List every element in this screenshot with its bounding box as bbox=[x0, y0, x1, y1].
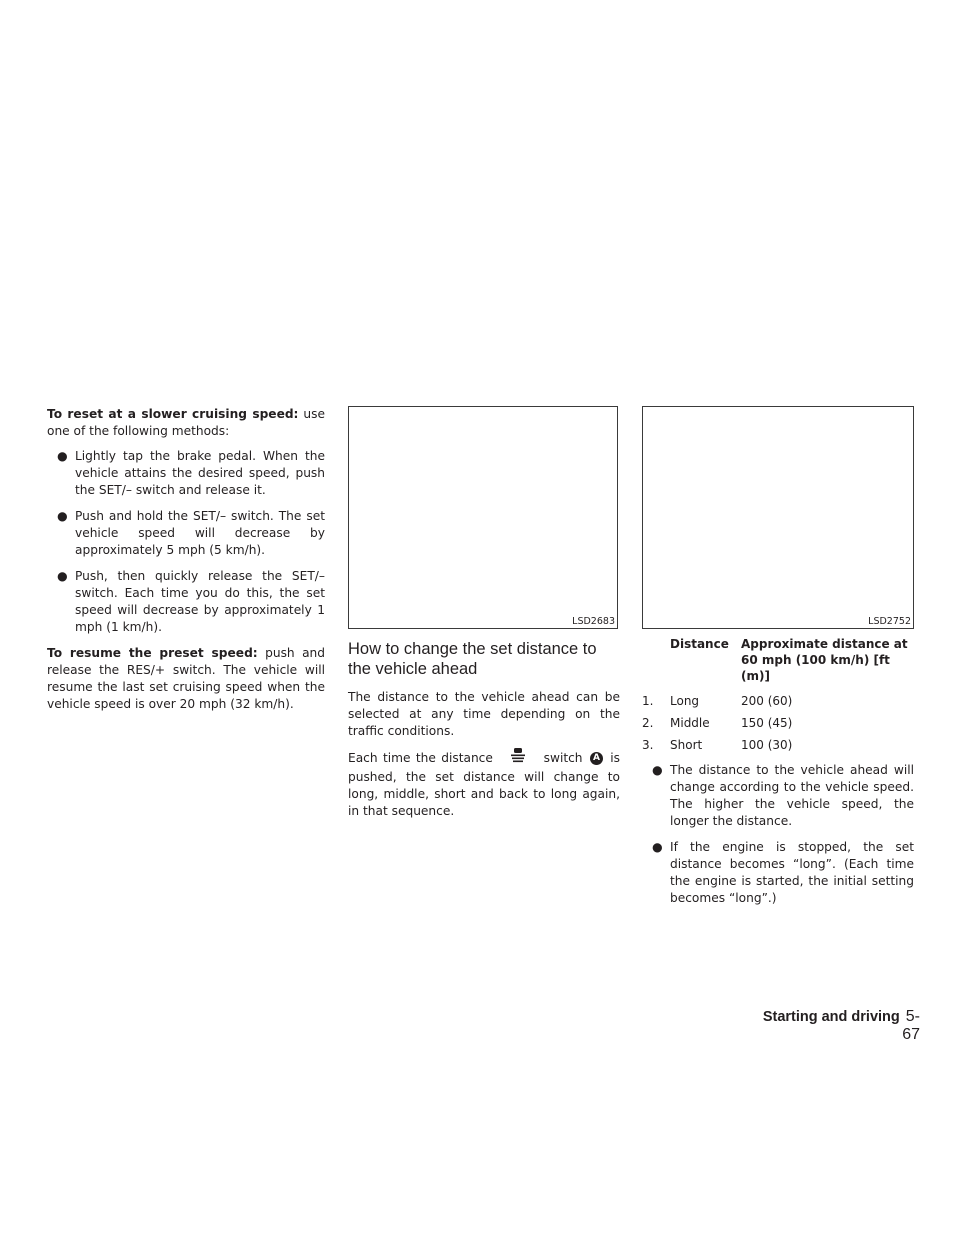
figure-distance-illustration bbox=[642, 406, 914, 629]
distance-intro-paragraph: The distance to the vehicle ahead can be selected at any time depending on the traffic conditions. bbox=[348, 690, 620, 738]
page-footer bbox=[760, 1008, 920, 1044]
table-header-row bbox=[642, 636, 914, 690]
reset-methods-list bbox=[47, 448, 325, 636]
reset-label: To reset at a slower cruising speed: bbox=[47, 407, 299, 421]
distance-table bbox=[642, 636, 914, 756]
bullet-icon: ● bbox=[652, 840, 663, 854]
reset-paragraph bbox=[47, 406, 325, 440]
list-item: ● Push and hold the SET/– switch. The set vehicle speed will decrease by approximately 5 mph (5 km/h). bbox=[57, 509, 325, 557]
section-heading: How to change the set distance to the vehicle ahead bbox=[348, 640, 597, 678]
list-item: ● Push, then quickly release the SET/– switch. Each time you do this, the set speed will decrease by approximately 1 mph (1 km/h). bbox=[57, 569, 325, 634]
section-name: Starting and driving bbox=[762, 1009, 900, 1025]
list-item: ● The distance to the vehicle ahead will change according to the vehicle speed. The higher the vehicle speed, the longer the distance. bbox=[652, 763, 914, 828]
table-row: 3. Short 100 (30) bbox=[642, 738, 793, 752]
header-distance: Distance bbox=[670, 637, 729, 651]
bullet-icon: ● bbox=[57, 569, 68, 583]
distance-switch-paragraph: Each time the distance switch A is pushed, the set distance will change to long, middle, short and back to long again, in that sequence. bbox=[348, 748, 620, 820]
column-left bbox=[47, 406, 325, 721]
resume-paragraph bbox=[47, 645, 325, 713]
marker-a-icon: A bbox=[590, 752, 603, 765]
bullet-icon: ● bbox=[57, 509, 68, 523]
resume-label: To resume the preset speed: bbox=[47, 646, 258, 660]
figure-code: LSD2683 bbox=[572, 616, 615, 627]
resume-text: push and release the RES/+ switch. The vehicle will resume the last set cruising speed when the vehicle speed is over 20 mph (32 km/h). bbox=[47, 646, 325, 711]
figure-switch-illustration bbox=[348, 406, 618, 629]
column-middle bbox=[348, 406, 620, 828]
header-approx-distance: Approximate distance at 60 mph (100 km/h) [ft (m)] bbox=[741, 637, 908, 683]
column-right bbox=[642, 406, 914, 916]
reset-text: use one of the following methods: bbox=[47, 407, 325, 438]
table-row: 1. Long 200 (60) bbox=[642, 694, 793, 708]
list-item: ● Lightly tap the brake pedal. When the vehicle attains the desired speed, push the SET/– switch and release it. bbox=[57, 449, 325, 497]
distance-switch-icon-svg bbox=[511, 748, 525, 764]
bullet-icon: ● bbox=[57, 449, 68, 463]
figure-code: LSD2752 bbox=[868, 616, 911, 627]
distance-notes-list bbox=[642, 762, 914, 907]
distance-switch-icon bbox=[498, 748, 538, 769]
bullet-icon: ● bbox=[652, 763, 663, 777]
list-item: ● If the engine is stopped, the set distance becomes “long”. (Each time the engine is started, the initial setting becomes “long”.) bbox=[652, 840, 914, 905]
page-number: 5-67 bbox=[902, 1008, 920, 1043]
table-row: 2. Middle 150 (45) bbox=[642, 716, 793, 730]
